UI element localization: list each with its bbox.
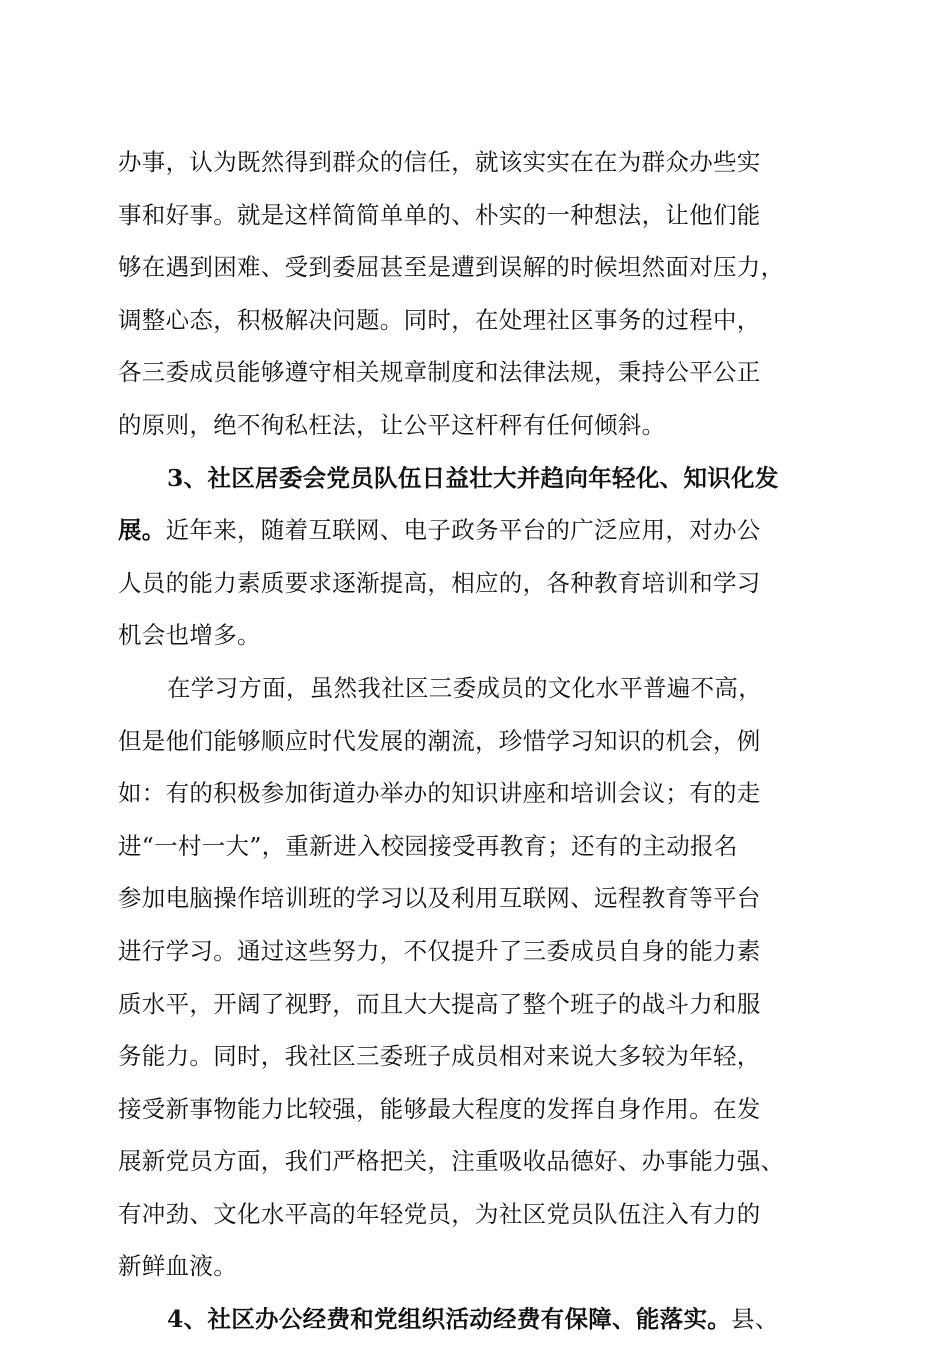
section-3	[118, 452, 838, 662]
text-line: 参加电脑操作培训班的学习以及利用互联网、远程教育等平台	[118, 884, 761, 913]
section-3-text: 近年来，随着互联网、电子政务平台的广泛应用，对办公	[165, 516, 761, 545]
text-line: 接受新事物能力比较强，能够最大程度的发挥自身作用。在发	[118, 1094, 761, 1123]
text-line: 事和好事。就是这样简简单单的、朴实的一种想法，让他们能	[118, 200, 761, 229]
section-3-heading-end: 展。	[118, 516, 166, 545]
paragraph-study	[118, 662, 838, 1293]
text-line: 机会也增多。	[118, 621, 261, 650]
section-4-text: 县、	[731, 1305, 779, 1334]
text-line: 办事，认为既然得到群众的信任，就该实实在在为群众办些实	[118, 148, 761, 176]
text-line: 质水平，开阔了视野，而且大大提高了整个班子的战斗力和服	[118, 989, 761, 1018]
text-line: 够在遇到困难、受到委屈甚至是遭到误解的时候坦然面对压力，	[118, 253, 785, 282]
text-line: 各三委成员能够遵守相关规章制度和法律法规，秉持公平公正	[118, 358, 761, 387]
section-3-heading: 3、社区居委会党员队伍日益壮大并趋向年轻化、知识化发	[167, 463, 779, 492]
text-line: 调整心态，积极解决问题。同时，在处理社区事务的过程中，	[118, 305, 761, 334]
document-body	[118, 136, 838, 1346]
text-line: 但是他们能够顺应时代发展的潮流，珍惜学习知识的机会，例	[118, 726, 761, 755]
text-line: 的原则，绝不徇私枉法，让公平这杆秤有任何倾斜。	[118, 410, 666, 439]
text-line: 有冲劲、文化水平高的年轻党员，为社区党员队伍注入有力的	[118, 1199, 761, 1228]
text-line: 如：有的积极参加街道办举办的知识讲座和培训会议；有的走	[118, 779, 761, 808]
text-line	[118, 1293, 838, 1346]
section-4	[118, 1293, 838, 1346]
text-line	[118, 504, 838, 557]
text-line: 进“一村一大”，重新进入校园接受再教育；还有的主动报名	[118, 831, 738, 860]
text-line: 展新党员方面，我们严格把关，注重吸收品德好、办事能力强、	[118, 1147, 785, 1176]
text-line: 进行学习。通过这些努力，不仅提升了三委成员自身的能力素	[118, 936, 761, 965]
text-line: 在学习方面，虽然我社区三委成员的文化水平普遍不高，	[167, 673, 762, 702]
text-line: 人员的能力素质要求逐渐提高，相应的，各种教育培训和学习	[118, 568, 761, 597]
text-line: 新鲜血液。	[118, 1252, 237, 1281]
paragraph-integrity	[118, 136, 838, 452]
text-line: 务能力。同时，我社区三委班子成员相对来说大多较为年轻，	[118, 1042, 761, 1071]
section-4-heading: 4、社区办公经费和党组织活动经费有保障、能落实。	[167, 1305, 732, 1334]
